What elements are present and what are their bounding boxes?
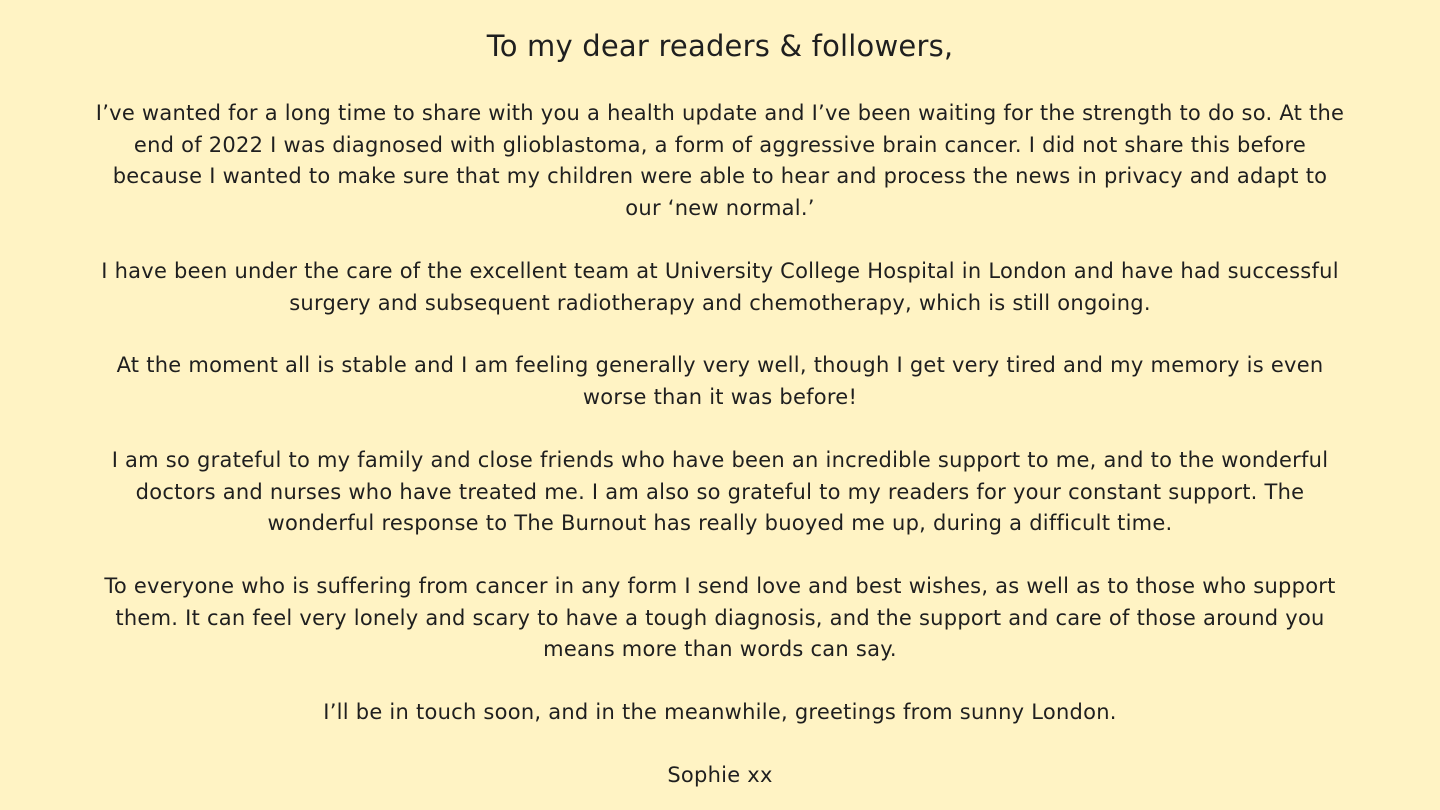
paragraph-closing: I’ll be in touch soon, and in the meanwhile, greetings from sunny London. xyxy=(323,700,1117,724)
paragraph-health-update: I’ve wanted for a long time to share with you a health update and I’ve been waiting for the strength to do so. At the end of 2022 I was diagnosed with glioblastoma, a form of aggressive brain cancer. I did not share this before because I wanted to make sure that my children were able to hear and process the news in privacy and adapt to our ‘new normal.’ xyxy=(95,101,1345,220)
paragraph-gratitude: I am so grateful to my family and close friends who have been an incredible support to me, and to the wonderful doctors and nurses who have treated me. I am also so grateful to my readers for your constant support. The wonderful response to The Burnout has really buoyed me up, during a difficult time. xyxy=(111,448,1329,536)
paragraph-current-status: At the moment all is stable and I am feeling generally very well, though I get very tired and my memory is even worse than it was before! xyxy=(116,353,1324,409)
signature: Sophie xx xyxy=(667,763,773,787)
letter-greeting: To my dear readers & followers, xyxy=(486,29,954,63)
paragraph-support-message: To everyone who is suffering from cancer in any form I send love and best wishes, as well as to those who support them. It can feel very lonely and scary to have a tough diagnosis, and the support and care of those around you means more than words can say. xyxy=(104,574,1336,662)
paragraph-treatment: I have been under the care of the excellent team at University College Hospital in London and have had successful surgery and subsequent radiotherapy and chemotherapy, which is still ongoing. xyxy=(101,259,1339,315)
